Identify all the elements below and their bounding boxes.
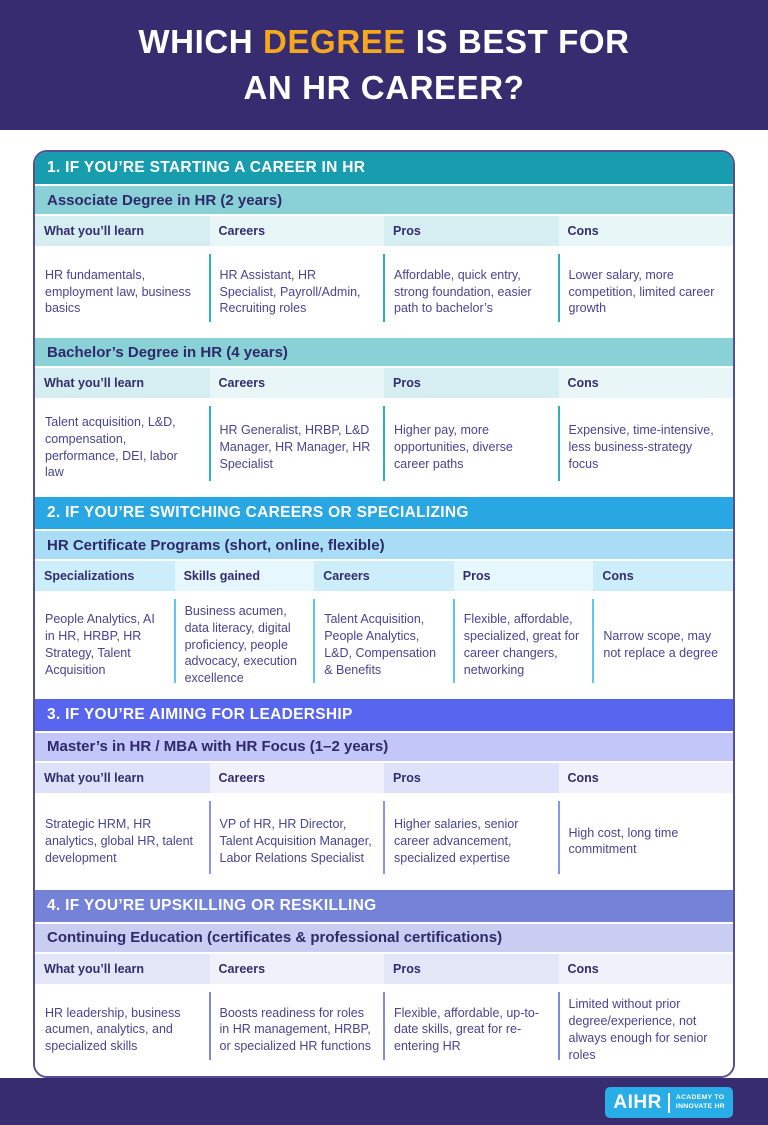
column-header: Pros: [384, 216, 559, 246]
subsection-bachelors-degree: [35, 338, 733, 497]
table-row: [35, 246, 733, 338]
title-line-1: [138, 23, 629, 60]
title-line-2: AN HR CAREER?: [243, 69, 525, 106]
column-header: Careers: [210, 954, 385, 984]
subsection-title: Bachelor’s Degree in HR (4 years): [35, 338, 733, 368]
logo-divider: [668, 1093, 670, 1113]
section-aiming-leadership: [35, 699, 733, 890]
title-banner: [0, 0, 768, 130]
column-header: Cons: [559, 368, 734, 398]
subsection-title: Continuing Education (certificates & professional certifications): [35, 924, 733, 954]
table-cell: Higher salaries, senior career advancement, specialized expertise: [384, 793, 559, 890]
column-header-row: [35, 368, 733, 398]
column-header: What you’ll learn: [35, 954, 210, 984]
table-cell: HR Generalist, HRBP, L&D Manager, HR Manager, HR Specialist: [210, 398, 385, 497]
column-header: Pros: [384, 368, 559, 398]
subsection-associate-degree: [35, 186, 733, 338]
column-header: Pros: [384, 763, 559, 793]
section-4-header: 4. IF YOU’RE UPSKILLING OR RESKILLING: [35, 890, 733, 924]
aihr-logo-text: AIHR: [613, 1091, 662, 1113]
title-highlight: DEGREE: [263, 23, 406, 61]
table-cell: Strategic HRM, HR analytics, global HR, talent development: [45, 817, 193, 865]
column-header: Pros: [454, 561, 594, 591]
page-title: [138, 19, 629, 110]
table-cell: Narrow scope, may not replace a degree: [593, 591, 733, 699]
column-header: Specializations: [35, 561, 175, 591]
table-cell: Expensive, time-intensive, less business-strategy focus: [559, 398, 734, 497]
table-cell: High cost, long time commitment: [559, 793, 734, 890]
column-header-row: [35, 561, 733, 591]
section-2-header: 2. IF YOU’RE SWITCHING CAREERS OR SPECIALIZING: [35, 497, 733, 531]
column-header: What you’ll learn: [35, 216, 210, 246]
table-cell: Flexible, affordable, specialized, great for career changers, networking: [454, 591, 594, 699]
table-cell: HR fundamentals, employment law, business basics: [45, 267, 191, 316]
aihr-logo-tagline: [676, 1094, 725, 1112]
table-cell: VP of HR, HR Director, Talent Acquisition Manager, Labor Relations Specialist: [210, 793, 385, 890]
table-cell: Lower salary, more competition, limited career growth: [559, 246, 734, 338]
table-row: [35, 984, 733, 1076]
column-header-row: [35, 763, 733, 793]
column-header: Cons: [593, 561, 733, 591]
subsection-masters-mba: [35, 733, 733, 890]
column-header: What you’ll learn: [35, 368, 210, 398]
table-cell: Talent acquisition, L&D, compensation, performance, DEI, labor law: [45, 415, 178, 480]
subsection-continuing-education: [35, 924, 733, 1076]
table-row: [35, 591, 733, 699]
column-header: Careers: [314, 561, 454, 591]
comparison-card: [33, 150, 735, 1078]
aihr-logo: [605, 1087, 733, 1118]
column-header: Skills gained: [175, 561, 315, 591]
column-header: Pros: [384, 954, 559, 984]
table-cell: Talent Acquisition, People Analytics, L&D, Compensation & Benefits: [314, 591, 454, 699]
section-3-header: 3. IF YOU’RE AIMING FOR LEADERSHIP: [35, 699, 733, 733]
column-header-row: [35, 216, 733, 246]
section-1-header: 1. IF YOU’RE STARTING A CAREER IN HR: [35, 152, 733, 186]
table-cell: HR leadership, business acumen, analytics, and specialized skills: [45, 1005, 181, 1054]
subsection-title: HR Certificate Programs (short, online, flexible): [35, 531, 733, 561]
title-pre: WHICH: [138, 23, 254, 61]
table-cell: Boosts readiness for roles in HR management, HRBP, or specialized HR functions: [210, 984, 385, 1076]
table-cell: Affordable, quick entry, strong foundation, easier path to bachelor’s: [384, 246, 559, 338]
title-post: IS BEST FOR: [415, 23, 630, 61]
table-cell: Flexible, affordable, up-to-date skills, great for re-entering HR: [384, 984, 559, 1076]
column-header: Careers: [210, 216, 385, 246]
table-row: [35, 793, 733, 890]
column-header: Cons: [559, 954, 734, 984]
column-header: What you’ll learn: [35, 763, 210, 793]
footer-band: [0, 1078, 768, 1125]
subsection-title: Associate Degree in HR (2 years): [35, 186, 733, 216]
table-cell: Business acumen, data literacy, digital proficiency, people advocacy, execution excellence: [175, 591, 315, 699]
section-upskilling: [35, 890, 733, 1076]
subsection-certificate-programs: [35, 531, 733, 699]
section-switching-careers: [35, 497, 733, 699]
column-header: Careers: [210, 763, 385, 793]
subsection-title: Master’s in HR / MBA with HR Focus (1–2 years): [35, 733, 733, 763]
table-cell: Higher pay, more opportunities, diverse career paths: [384, 398, 559, 497]
table-row: [35, 398, 733, 497]
column-header: Cons: [559, 763, 734, 793]
table-cell: People Analytics, AI in HR, HRBP, HR Strategy, Talent Acquisition: [45, 612, 155, 677]
column-header: Cons: [559, 216, 734, 246]
tagline-line-2: INNOVATE HR: [675, 1102, 725, 1110]
table-cell: Limited without prior degree/experience, not always enough for senior roles: [559, 984, 734, 1076]
section-starting-career: [35, 152, 733, 497]
tagline-line-1: ACADEMY TO: [675, 1093, 725, 1101]
column-header-row: [35, 954, 733, 984]
column-header: Careers: [210, 368, 385, 398]
table-cell: HR Assistant, HR Specialist, Payroll/Admin, Recruiting roles: [210, 246, 385, 338]
